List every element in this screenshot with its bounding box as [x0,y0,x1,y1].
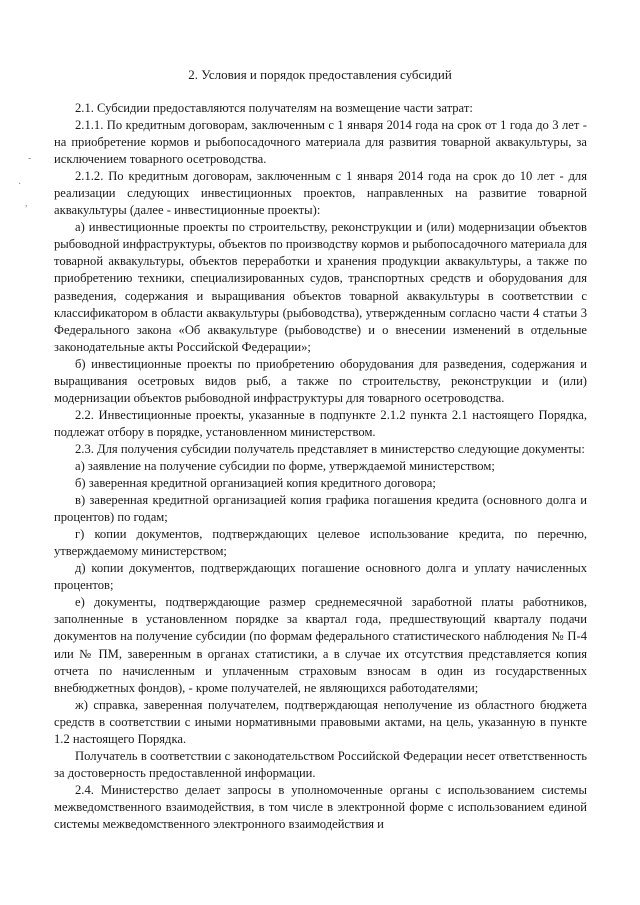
doc-item-a: а) заявление на получение субсидии по форме, утверждаемой министерством; [75,458,495,473]
paragraph-responsibility: Получатель в соответствии с законодательством Российской Федерации несет ответственность за достоверность предоставленной информации. [54,748,587,780]
paragraph-2-4: 2.4. Министерство делает запросы в уполномоченные органы с использованием системы межведомственного взаимодействия, в том числе в электронной форме с использованием единой системы межведомственного электронного взаимодействия и [54,782,587,831]
scan-artifact: , [25,198,28,209]
doc-item-g: г) копии документов, подтверждающих целевое использование кредита, по перечню, утверждаемому министерством; [54,527,587,559]
paragraph-2-3: 2.3. Для получения субсидии получатель представляет в министерство следующие документы: [75,441,585,456]
paragraph-2-1-1: 2.1.1. По кредитным договорам, заключенным с 1 января 2014 года на срок от 1 года до 3 лет - на приобретение кормов и рыбопосадочного материала для развития товарной аквакультуры, за исключением товарного осетроводства. [54,118,587,167]
scan-artifact: - [28,153,32,164]
section-heading: 2. Условия и порядок предоставления субсидий [188,67,452,82]
doc-item-zh: ж) справка, заверенная получателем, подтверждающая неполучение из областного бюджета средств в соответствии с иными нормативными правовыми актами, на цель, указанную в пункте 1.2 настоящего Порядка. [54,697,587,746]
paragraph-item-b: б) инвестиционные проекты по приобретению оборудования для разведения, содержания и выращивания осетровых видов рыб, а также по строительству, реконструкции и (или) модернизации объектов рыбоводной инфраструктуры для товарного осетроводства. [54,356,587,405]
doc-item-e: е) документы, подтверждающие размер среднемесячной заработной платы работников, заполненные в установленном порядке за квартал года, предшествующий кварталу подачи документов на получение субсидии (по формам федерального статистического наблюдения № П-4 или № ПМ, заверенным в органах статистики, а в случае их отсутствия представляется копия отчета по начисленным и уплаченным страховым взносам в один из государственных внебюджетных фондов), - кроме получателей, не являющихся работодателями; [54,595,587,695]
paragraph-2-2: 2.2. Инвестиционные проекты, указанные в подпункте 2.1.2 пункта 2.1 настоящего Порядка, подлежат отбору в порядке, установленном министерством. [54,407,587,439]
paragraph-item-a: а) инвестиционные проекты по строительству, реконструкции и (или) модернизации объектов рыбоводной инфраструктуры, объектов по производству кормов и рыбопосадочного материала для товарной аквакультуры, объектов переработки и хранения продукции аквакультуры, а также по приобретению техники, специализированных судов, транспортных средств и оборудования для разведения, содержания и выращивания объектов товарной аквакультуры в соответствии с классификатором в области аквакультуры (рыбоводства), утвержденным согласно части 4 статьи 3 Федерального закона «Об аквакультуре (рыбоводстве) и о внесении изменений в отдельные законодательные акты Российской Федерации»; [54,220,587,354]
document-body [54,100,587,833]
doc-item-d: д) копии документов, подтверждающих погашение основного долга и уплату начисленных процентов; [54,561,587,593]
doc-item-b: б) заверенная кредитной организацией копия кредитного договора; [75,476,436,491]
doc-item-v: в) заверенная кредитной организацией копия графика погашения кредита (основного долга и процентов) по годам; [54,493,587,525]
scan-artifact: · [18,179,22,190]
paragraph-2-1-2: 2.1.2. По кредитным договорам, заключенным с 1 января 2014 года на срок до 10 лет - для реализации следующих инвестиционных проектов, направленных на развитие товарной аквакультуры (далее - инвестиционные проекты): [54,169,587,218]
paragraph-2-1: 2.1. Субсидии предоставляются получателям на возмещение части затрат: [75,101,473,115]
